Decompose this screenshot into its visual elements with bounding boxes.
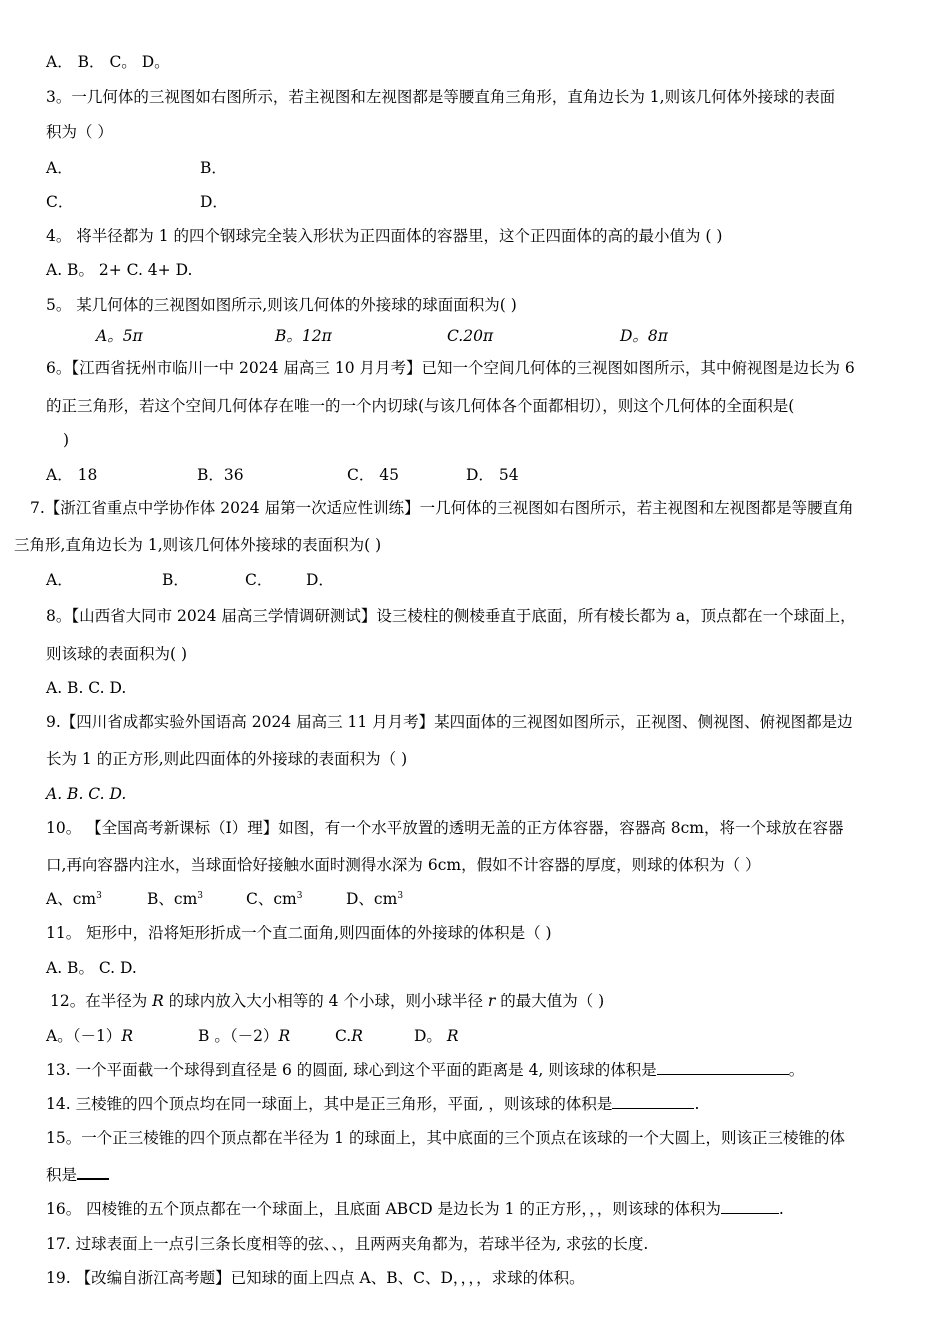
q6-stem-line3: ) (63, 431, 70, 449)
q3-stem-line1: 3。一几何体的三视图如右图所示，若主视图和左视图都是等腰直角三角形，直角边长为 1,则该几何体外接球的表面 (46, 88, 836, 106)
q3-option-c: C． (46, 193, 74, 211)
q6-stem-line2: 的正三角形，若这个空间几何体存在唯一的一个内切球(与该几何体各个面都相切），则这个几何体的全面积是( (46, 397, 795, 415)
q12-option-c: C.R (335, 1027, 363, 1045)
q7-stem-line2: 三角形,直角边长为 1,则该几何体外接球的表面积为( ) (14, 536, 382, 554)
q12-option-a: A。（－1）R (46, 1027, 133, 1045)
q2-options: A． B． C。 D。 (46, 53, 170, 71)
q7-option-a: A． (46, 571, 73, 589)
q10-option-c: C、$cm^3$ (246, 890, 303, 908)
answer-blank[interactable] (721, 1199, 779, 1214)
q4-stem: 4。 将半径都为 1 的四个钢球完全装入形状为正四面体的容器里，这个正四面体的高的最小值为 ( ) (46, 227, 723, 245)
q19-stem: 19. 【改编自浙江高考题】已知球的面上四点 A、B、C、D，，，，求球的体积。 (46, 1269, 585, 1287)
q10-option-a: A、$cm^3$ (46, 890, 102, 908)
q10-option-b: B、$cm^3$ (147, 890, 204, 908)
q9-stem-line2: 长为 1 的正方形,则此四面体的外接球的表面积为（ ) (46, 750, 408, 768)
q6-option-b: B．36 (197, 466, 244, 484)
q7-option-b: B． (162, 571, 189, 589)
q15-stem-line2: 积是 (46, 1164, 109, 1185)
q3-option-d: D． (200, 193, 228, 211)
q10-stem-line2: 口,再向容器内注水，当球面恰好接触水面时测得水深为 6cm，假如不计容器的厚度，则球的体积为（ ） (46, 856, 761, 874)
q13-stem: 13. 一个平面截一个球得到直径是 6 的圆面, 球心到这个平面的距离是 4, 则该球的体积是 。 (46, 1061, 805, 1079)
q11-stem: 11。 矩形中，沿将矩形折成一个直二面角,则四面体的外接球的体积是（ ) (46, 924, 552, 942)
q5-option-d: D。8π (620, 327, 668, 345)
q11-options: A. B。 C. D. (46, 959, 137, 977)
q6-option-d: D． 54 (466, 466, 519, 484)
q12-option-d: D。 R (414, 1027, 459, 1045)
q12-option-b: B 。（－2）R (198, 1027, 291, 1045)
q5-option-c: C.20π (447, 327, 494, 345)
q7-stem-line1: 7.【浙江省重点中学协作体 2024 届第一次适应性训练】一几何体的三视图如右图所示，若主视图和左视图都是等腰直角 (30, 499, 854, 517)
q5-option-a: A。5π (96, 327, 143, 345)
q9-options: A. B. C. D. (46, 785, 127, 803)
q3-option-a: A． (46, 159, 73, 177)
answer-blank[interactable] (612, 1094, 694, 1109)
q14-stem: 14. 三棱锥的四个顶点均在同一球面上，其中是正三角形，平面, ，则该球的体积是 . (46, 1095, 700, 1113)
q6-stem-line1: 6。【江西省抚州市临川一中 2024 届高三 10 月月考】已知一个空间几何体的三视图如图所示，其中俯视图是边长为 6 (46, 359, 855, 377)
q15-stem-line1: 15。一个正三棱锥的四个顶点都在半径为 1 的球面上，其中底面的三个顶点在该球的一个大圆上，则该正三棱锥的体 (46, 1129, 845, 1147)
q8-options: A. B. C. D. (46, 679, 127, 697)
q10-option-d: D、$cm^3$ (346, 890, 404, 908)
answer-blank[interactable] (657, 1060, 789, 1075)
q16-stem: 16。 四棱锥的五个顶点都在一个球面上，且底面 ABCD 是边长为 1 的正方形，，，则该球的体积为 . (46, 1200, 784, 1218)
q12-stem: 12。在半径为 R 的球内放入大小相等的 4 个小球，则小球半径 r 的最大值为（ ) (50, 992, 605, 1010)
q3-stem-line2: 积为（ ） (46, 123, 113, 141)
q8-stem-line2: 则该球的表面积为( ) (46, 645, 188, 663)
q6-option-a: A． 18 (46, 466, 98, 484)
q7-option-c: C． (245, 571, 273, 589)
q6-option-c: C． 45 (347, 466, 400, 484)
q5-stem: 5。 某几何体的三视图如图所示,则该几何体的外接球的球面面积为( ) (46, 296, 517, 314)
q17-stem: 17. 过球表面上一点引三条长度相等的弦、、，且两两夹角都为，若球半径为, 求弦的长度. (46, 1235, 649, 1253)
answer-blank[interactable] (77, 1164, 109, 1180)
q8-stem-line1: 8。【山西省大同市 2024 届高三学情调研测试】设三棱柱的侧棱垂直于底面，所有棱长都为 a，顶点都在一个球面上， (46, 607, 856, 625)
q9-stem-line1: 9.【四川省成都实验外国语高 2024 届高三 11 月月考】某四面体的三视图如图所示，正视图、侧视图、俯视图都是边 (46, 713, 853, 731)
q5-option-b: B。12π (275, 327, 332, 345)
q3-option-b: B． (200, 159, 227, 177)
q10-stem-line1: 10。 【全国高考新课标（I）理】如图，有一个水平放置的透明无盖的正方体容器，容器高 8cm，将一个球放在容器 (46, 819, 844, 837)
q7-option-d: D． (306, 571, 334, 589)
q4-options: A. B。 2+ C. 4+ D. (46, 261, 193, 279)
